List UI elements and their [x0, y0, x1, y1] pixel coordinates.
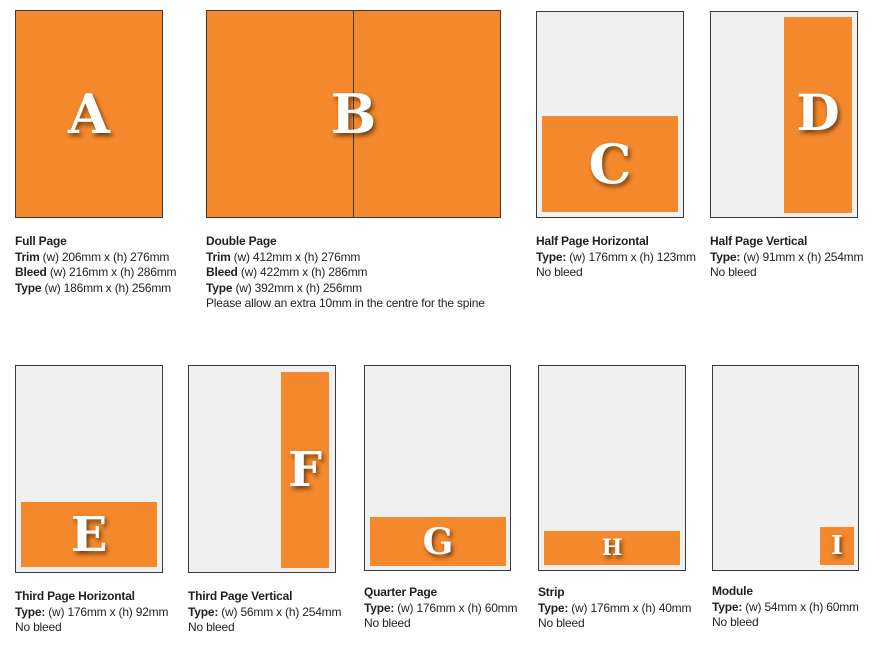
ad-area: [784, 17, 852, 213]
strip-caption: [538, 585, 691, 632]
ad-area: [820, 527, 854, 565]
quarter-page-caption: [364, 585, 517, 632]
strip-diagram: [538, 365, 686, 571]
layout-letter-d: D: [796, 83, 840, 143]
third-page-vertical-caption: [188, 589, 341, 636]
layout-letter-b: B: [330, 82, 377, 146]
half-page-horizontal-caption: [536, 234, 696, 281]
layout-letter-e: E: [70, 506, 108, 563]
spec-line: Bleed (w) 422mm x (h) 286mm: [206, 265, 368, 279]
layout-letter-a: A: [68, 82, 110, 146]
spec-line: Type: (w) 91mm x (h) 254mm: [710, 249, 864, 264]
layout-letter-h: H: [601, 535, 623, 561]
spec-line: Bleed (w) 216mm x (h) 286mm: [15, 265, 177, 279]
layout-title: Strip: [538, 585, 565, 599]
layout-title: Third Page Vertical: [188, 589, 293, 603]
layout-title: Half Page Vertical: [710, 234, 808, 248]
bleed-note: No bleed: [712, 615, 759, 629]
layout-title: Quarter Page: [364, 585, 437, 599]
spec-line: Trim (w) 412mm x (h) 276mm: [206, 249, 361, 264]
ad-area: [21, 502, 157, 567]
spec-line: Type: (w) 176mm x (h) 40mm: [538, 600, 692, 615]
bleed-note: No bleed: [710, 265, 757, 279]
bleed-note: No bleed: [188, 620, 235, 634]
third-page-horizontal-caption: [15, 589, 168, 636]
layout-title: Full Page: [15, 234, 67, 248]
ad-area: [542, 116, 678, 212]
ad-area: [281, 372, 329, 568]
layout-title: Module: [712, 584, 753, 598]
layout-title: Third Page Horizontal: [15, 589, 135, 603]
third-page-vertical-diagram: [188, 365, 336, 573]
spec-line: Trim (w) 206mm x (h) 276mm: [15, 249, 170, 264]
full-page-caption: [15, 234, 176, 296]
full-page-diagram: [15, 10, 163, 218]
half-page-vertical-diagram: [710, 11, 858, 218]
spec-line: Type: (w) 56mm x (h) 254mm: [188, 604, 342, 619]
double-page-caption: [206, 234, 485, 312]
spine-note: Please allow an extra 10mm in the centre for the spine: [206, 296, 485, 310]
layout-letter-i: I: [830, 531, 844, 561]
spec-line: Type: (w) 176mm x (h) 92mm: [15, 604, 169, 619]
half-page-vertical-caption: [710, 234, 863, 281]
spec-line: Type (w) 186mm x (h) 256mm: [15, 280, 171, 295]
bleed-note: No bleed: [538, 616, 585, 630]
spec-line: Type (w) 392mm x (h) 256mm: [206, 280, 362, 295]
half-page-horizontal-diagram: [536, 11, 684, 218]
module-diagram: [712, 365, 859, 571]
third-page-horizontal-diagram: [15, 365, 163, 573]
spec-line: Type: (w) 54mm x (h) 60mm: [712, 599, 859, 614]
ad-area: [544, 531, 680, 565]
bleed-note: No bleed: [536, 265, 583, 279]
bleed-note: No bleed: [364, 616, 411, 630]
layout-title: Double Page: [206, 234, 277, 248]
module-caption: [712, 584, 859, 631]
layout-letter-f: F: [287, 442, 323, 498]
quarter-page-diagram: [364, 365, 511, 571]
spec-line: Type: (w) 176mm x (h) 60mm: [364, 600, 518, 615]
ad-area: [370, 517, 506, 566]
bleed-note: No bleed: [15, 620, 62, 634]
layout-title: Half Page Horizontal: [536, 234, 649, 248]
layout-letter-g: G: [422, 520, 454, 563]
double-page-diagram: [206, 10, 501, 218]
layout-letter-c: C: [588, 132, 632, 196]
spec-line: Type: (w) 176mm x (h) 123mm: [536, 249, 696, 264]
